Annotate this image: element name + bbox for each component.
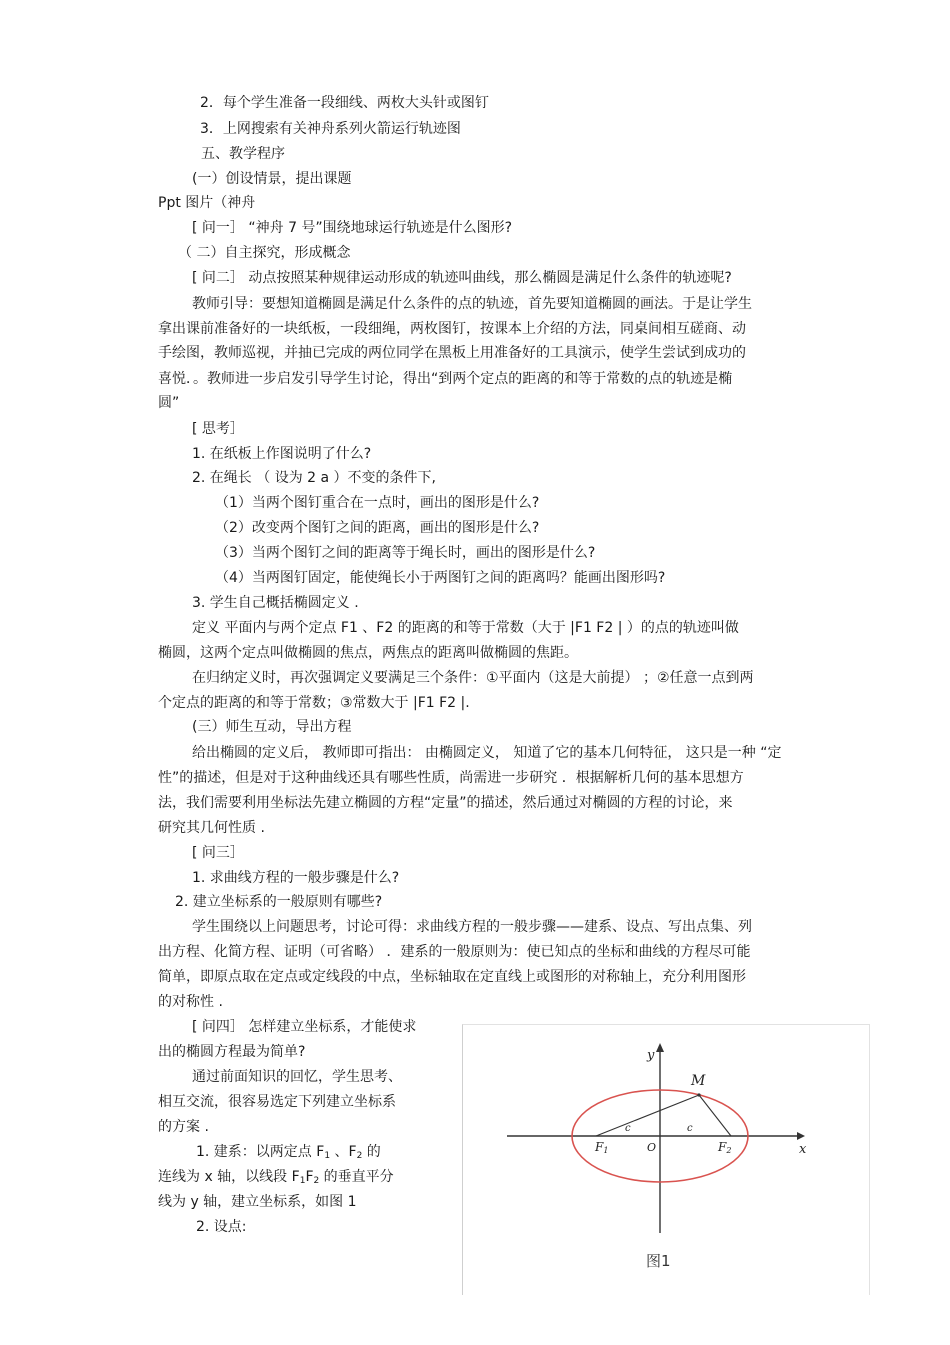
text-line-10: 拿出课前准备好的一块纸板，一段细绳，两枚图钉，按课本上介绍的方法，同桌间相互磋商、动 [158,321,746,337]
subsection-heading-2: （ 二）自主探究，形成概念 [178,245,351,261]
text-line-11: 手绘图，教师巡视，并抽已完成的两位同学在黑板上用准备好的工具演示，使学生尝试到成功的 [158,345,746,361]
ellipse-diagram [463,1025,869,1295]
text-line-37: 的对称性 . [158,994,223,1010]
think-item-3: 3. 学生自己概括椭圆定义 . [192,595,359,611]
think-heading: [ 思考］ [192,421,244,437]
text-line-34: 学生围绕以上问题思考，讨论可得：求曲线方程的一般步骤——建系、设点、写出点集、列 [192,919,752,935]
label-c-right: c [687,1123,693,1134]
question-3-item-2: 2. 建立坐标系的一般原则有哪些? [175,894,383,910]
definition-line-1: 定义 平面内与两个定点 F1 、F2 的距离的和等于常数（大于 |F1 F2 | ）的点的轨迹叫做 [192,620,739,636]
question-3-item-1: 1. 求曲线方程的一般步骤是什么? [192,870,400,886]
text-line-02: 3．上网搜索有关神舟系列火箭运行轨迹图 [200,121,461,137]
step-2-line-1: 2. 设点: [196,1219,247,1235]
label-m: M [691,1073,706,1089]
think-sub-4: （4）当两图钉固定，能使绳长小于两图钉之间的距离吗？能画出图形吗? [215,570,666,586]
question-3: [ 问三］ [192,845,244,861]
text-line-28: 性”的描述，但是对于这种曲线还具有哪些性质，尚需进一步研究 ．根据解析几何的基本思想方 [158,770,744,786]
segment-m-f2 [699,1095,731,1136]
step-1-line-2: 连线为 x 轴，以线段 $F_1F_2$ 的垂直平分 [158,1169,394,1186]
label-o: O [647,1141,657,1154]
text-line-09: 教师引导：要想知道椭圆是满足什么条件的点的轨迹，首先要知道椭圆的画法。于是让学生 [192,296,752,312]
subsection-heading-3: (三）师生互动，导出方程 [192,719,352,735]
text-line-01: 2．每个学生准备一段细线、两枚大头针或图钉 [200,95,489,111]
step-1-line-3: 线为 y 轴，建立坐标系，如图 1 [158,1194,357,1210]
definition-line-2: 椭圆，这两个定点叫做椭圆的焦点，两焦点的距离叫做椭圆的焦距。 [158,645,578,661]
question-1: [ 问一］ “神舟 7 号”围绕地球运行轨迹是什么图形? [192,220,513,236]
text-line-05: Ppt 图片（神舟 [158,195,256,211]
text-line-36: 简单，即原点取在定点或定线段的中点，坐标轴取在定直线上或图形的对称轴上，充分利用图形 [158,969,746,985]
question-4-line-2: 出的椭圆方程最为简单? [158,1044,306,1060]
question-4-line-1: [ 问四］ 怎样建立坐标系，才能使求 [192,1019,417,1035]
label-f2: F2 [718,1140,732,1155]
think-sub-2: （2）改变两个图钉之间的距离，画出的图形是什么? [215,520,540,536]
label-x: x [799,1142,807,1157]
text-line-29: 法，我们需要利用坐标法先建立椭圆的方程“定量”的描述，然后通过对椭圆的方程的讨论，来 [158,795,733,811]
think-item-2: 2. 在绳长 （ 设为 2 a ）不变的条件下, [192,470,436,486]
think-sub-1: （1）当两个图钉重合在一点时，画出的图形是什么? [215,495,540,511]
text-line-41: 相互交流，很容易选定下列建立坐标系 [158,1094,396,1110]
section-heading-procedure: 五、教学程序 [201,146,285,162]
text-line-35: 出方程、化简方程、证明（可省略） ．建系的一般原则为：使已知点的坐标和曲线的方程尽可能 [158,944,751,960]
think-sub-3: （3）当两个图钉之间的距离等于绳长时，画出的图形是什么? [215,545,596,561]
figure-caption: 图1 [646,1252,671,1270]
point-m [697,1093,700,1096]
label-f1: F1 [595,1140,609,1155]
subsection-heading-1: (一）创设情景，提出课题 [192,171,352,187]
figure-ellipse [462,1024,870,1295]
question-2: [ 问二］ 动点按照某种规律运动形成的轨迹叫曲线，那么椭圆是满足什么条件的轨迹呢? [192,270,732,286]
text-line-40: 通过前面知识的回忆，学生思考、 [192,1069,402,1085]
text-line-42: 的方案 . [158,1119,209,1135]
y-axis-arrow-icon [656,1043,664,1052]
think-item-1: 1. 在纸板上作图说明了什么? [192,446,372,462]
x-axis-arrow-icon [797,1132,805,1140]
label-c-left: c [625,1123,631,1134]
label-y: y [647,1048,655,1063]
conditions-line-1: 在归纳定义时，再次强调定义要满足三个条件：①平面内（这是大前提） ；②任意一点到两 [192,670,754,686]
text-line-12: 喜悦．。教师进一步启发引导学生讨论，得出“到两个定点的距离的和等于常数的点的轨迹是椭 [158,371,733,387]
step-1-line-1: 1. 建系：以两定点 $F_1$ 、$F_2$ 的 [196,1144,381,1161]
text-line-27: 给出椭圆的定义后， 教师即可指出： 由椭圆定义， 知道了它的基本几何特征， 这只是一种 “定 [192,745,782,761]
text-line-13: 圆” [158,395,180,411]
segment-f1-m [596,1095,699,1136]
text-line-30: 研究其几何性质 . [158,820,265,836]
conditions-line-2: 个定点的距离的和等于常数；③常数大于 |F1 F2 |. [158,695,470,711]
